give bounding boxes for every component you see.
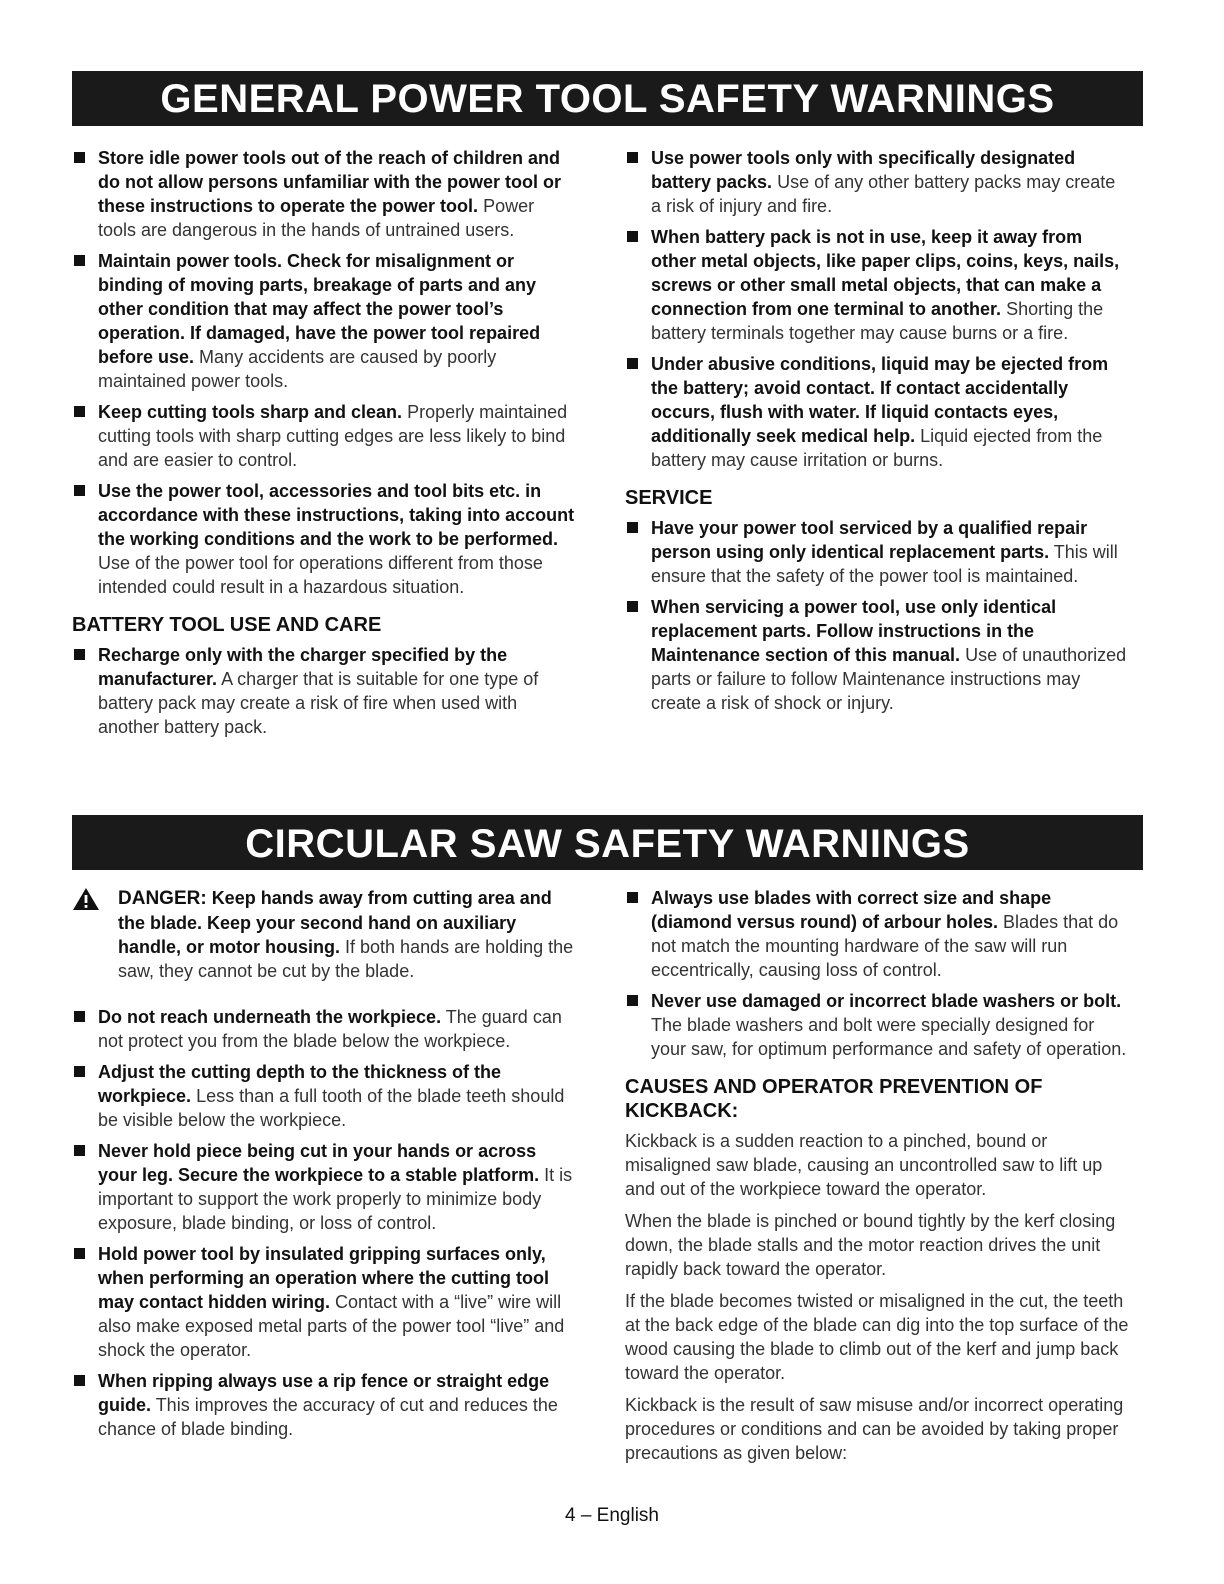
bullet-bold-text: Never use damaged or incorrect blade washers or bolt. — [651, 991, 1122, 1011]
page-footer: 4 – English — [564, 1505, 659, 1526]
square-bullet-icon — [627, 358, 638, 369]
bullet-item — [72, 1139, 577, 1235]
bullet-bold-text: Hold power tool by insulated gripping surfaces only, when performing an operation where the cutting tool may contact hidden wiring. — [98, 1244, 550, 1312]
bullet-bold-text: Use power tools only with specifically designated battery packs. — [651, 148, 1076, 192]
service-heading: SERVICE — [625, 487, 713, 509]
bullet-bold-text: Do not reach underneath the workpiece. — [98, 1007, 442, 1027]
square-bullet-icon — [74, 1145, 85, 1156]
bullet-normal-text: Many accidents are caused by poorly maintained power tools. — [98, 347, 497, 391]
col4-list — [625, 886, 1130, 1061]
kickback-paragraph: Kickback is the result of saw misuse and/or incorrect operating procedures or conditions and can be avoided by taking proper precautions as given below: — [625, 1395, 1124, 1463]
col1-list — [72, 146, 577, 599]
battery-list — [72, 643, 577, 739]
square-bullet-icon — [74, 1375, 85, 1386]
bullet-normal-text: Use of the power tool for operations different from those intended could result in a hazardous situation. — [98, 553, 543, 597]
square-bullet-icon — [627, 231, 638, 242]
circular-saw-banner: CIRCULAR SAW SAFETY WARNINGS — [72, 815, 1143, 870]
bullet-normal-text: Liquid ejected from the battery may cause irritation or burns. — [651, 426, 1103, 470]
bullet-normal-text: Less than a full tooth of the blade teeth should be visible below the workpiece. — [98, 1086, 565, 1130]
bullet-bold-text: When battery pack is not in use, keep it away from other metal objects, like paper clips, coins, keys, nails, screws or other small metal objects, that can make a connection from one terminal to another. — [651, 227, 1120, 319]
square-bullet-icon — [74, 152, 85, 163]
col2-list — [625, 146, 1130, 472]
bullet-bold-text: Store idle power tools out of the reach of children and do not allow persons unfamiliar with the power tool or these instructions to operate the power tool. — [98, 148, 562, 216]
bullet-bold-text: Always use blades with correct size and shape (diamond versus round) of arbour holes. — [651, 888, 1052, 932]
bullet-bold-text: Never hold piece being cut in your hands or across your leg. Secure the workpiece to a stable platform. — [98, 1141, 540, 1185]
bullet-item — [625, 516, 1130, 588]
bullet-item — [72, 1005, 577, 1053]
square-bullet-icon — [74, 1011, 85, 1022]
bullet-normal-text: Use of unauthorized parts or failure to follow Maintenance instructions may create a risk of shock or injury. — [651, 645, 1127, 713]
bullet-bold-text: When ripping always use a rip fence or straight edge guide. — [98, 1371, 550, 1415]
bullet-bold-text: Recharge only with the charger specified by the manufacturer. — [98, 645, 508, 689]
bullet-item — [72, 479, 577, 599]
battery-heading: BATTERY TOOL USE AND CARE — [72, 614, 382, 636]
bullet-normal-text: Contact with a “live” wire will also make exposed metal parts of the power tool “live” and shock the operator. — [98, 1292, 565, 1360]
bullet-item — [72, 400, 577, 472]
bullet-normal-text: Power tools are dangerous in the hands of untrained users. — [98, 196, 535, 240]
column-general-left — [72, 146, 577, 746]
bullet-bold-text: Use the power tool, accessories and tool bits etc. in accordance with these instructions, taking into account the working conditions and the work to be performed. — [98, 481, 575, 549]
square-bullet-icon — [74, 406, 85, 417]
kickback-paragraph: Kickback is a sudden reaction to a pinched, bound or misaligned saw blade, causing an uncontrolled saw to lift up and out of the workpiece toward the operator. — [625, 1131, 1103, 1199]
general-safety-banner: GENERAL POWER TOOL SAFETY WARNINGS — [72, 71, 1143, 126]
bullet-item — [625, 886, 1130, 982]
bullet-normal-text: The blade washers and bolt were specially designed for your saw, for optimum performance and safety of operation. — [651, 1015, 1127, 1059]
bullet-item — [625, 225, 1130, 345]
danger-label: DANGER: — [118, 888, 207, 909]
square-bullet-icon — [627, 601, 638, 612]
bullet-item — [72, 1060, 577, 1132]
bullet-normal-text: Properly maintained cutting tools with sharp cutting edges are less likely to bind and are easier to control. — [98, 402, 568, 470]
kickback-paragraph: If the blade becomes twisted or misaligned in the cut, the teeth at the back edge of the blade can dig into the top surface of the wood causing the blade to climb out of the kerf and jump back toward the operator. — [625, 1291, 1129, 1383]
square-bullet-icon — [74, 485, 85, 496]
square-bullet-icon — [627, 892, 638, 903]
bullet-bold-text: Keep cutting tools sharp and clean. — [98, 402, 403, 422]
bullet-bold-text: Maintain power tools. Check for misalignment or binding of moving parts, breakage of parts and any other condition that may affect the power tool’s operation. If damaged, have the power tool repaired before use. — [98, 251, 541, 367]
danger-normal-text: If both hands are holding the saw, they cannot be cut by the blade. — [118, 937, 574, 981]
square-bullet-icon — [74, 1248, 85, 1259]
kickback-paragraph: When the blade is pinched or bound tightly by the kerf closing down, the blade stalls and the motor reaction drives the unit rapidly back toward the operator. — [625, 1211, 1116, 1279]
bullet-normal-text: It is important to support the work properly to minimize body exposure, blade binding, or loss of control. — [98, 1165, 573, 1233]
kickback-paragraphs — [625, 1129, 1130, 1465]
square-bullet-icon — [74, 255, 85, 266]
service-list — [625, 516, 1130, 715]
kickback-heading: CAUSES AND OPERATOR PREVENTION OF KICKBACK: — [625, 1076, 1043, 1122]
danger-bold-text: Keep hands away from cutting area and the blade. Keep your second hand on auxiliary handle, or motor housing. — [118, 888, 552, 957]
bullet-bold-text: Under abusive conditions, liquid may be ejected from the battery; avoid contact. If contact accidentally occurs, flush with water. If liquid contacts eyes, additionally seek medical help. — [651, 354, 1109, 446]
bullet-item — [625, 595, 1130, 715]
column-circular-left — [72, 886, 577, 1448]
bullet-normal-text: A charger that is suitable for one type of battery pack may create a risk of fire when used with another battery pack. — [98, 669, 539, 737]
bullet-normal-text: This improves the accuracy of cut and reduces the chance of blade binding. — [98, 1395, 558, 1439]
warning-triangle-icon — [72, 887, 100, 911]
bullet-item — [72, 1369, 577, 1441]
square-bullet-icon — [74, 1066, 85, 1077]
bullet-bold-text: When servicing a power tool, use only identical replacement parts. Follow instructions in the Maintenance section of this manual. — [651, 597, 1057, 665]
col3-list — [72, 1005, 577, 1441]
square-bullet-icon — [627, 995, 638, 1006]
bullet-normal-text: Shorting the battery terminals together may cause burns or a fire. — [651, 299, 1104, 343]
bullet-item — [72, 146, 577, 242]
column-general-right — [625, 146, 1130, 722]
bullet-normal-text: Blades that do not match the mounting hardware of the saw will run eccentrically, causing loss of control. — [651, 912, 1119, 980]
bullet-item — [625, 989, 1130, 1061]
column-circular-right — [625, 886, 1130, 1473]
square-bullet-icon — [74, 649, 85, 660]
bullet-item — [72, 249, 577, 393]
square-bullet-icon — [627, 522, 638, 533]
bullet-normal-text: The guard can not protect you from the blade below the workpiece. — [98, 1007, 562, 1051]
bullet-item — [72, 1242, 577, 1362]
bullet-item — [625, 352, 1130, 472]
bullet-bold-text: Adjust the cutting depth to the thickness of the workpiece. — [98, 1062, 501, 1106]
bullet-item — [72, 643, 577, 739]
bullet-normal-text: Use of any other battery packs may create a risk of injury and fire. — [651, 172, 1116, 216]
square-bullet-icon — [627, 152, 638, 163]
bullet-bold-text: Have your power tool serviced by a qualified repair person using only identical replacement parts. — [651, 518, 1088, 562]
bullet-normal-text: This will ensure that the safety of the power tool is maintained. — [651, 542, 1118, 586]
danger-block — [72, 886, 577, 983]
bullet-item — [625, 146, 1130, 218]
